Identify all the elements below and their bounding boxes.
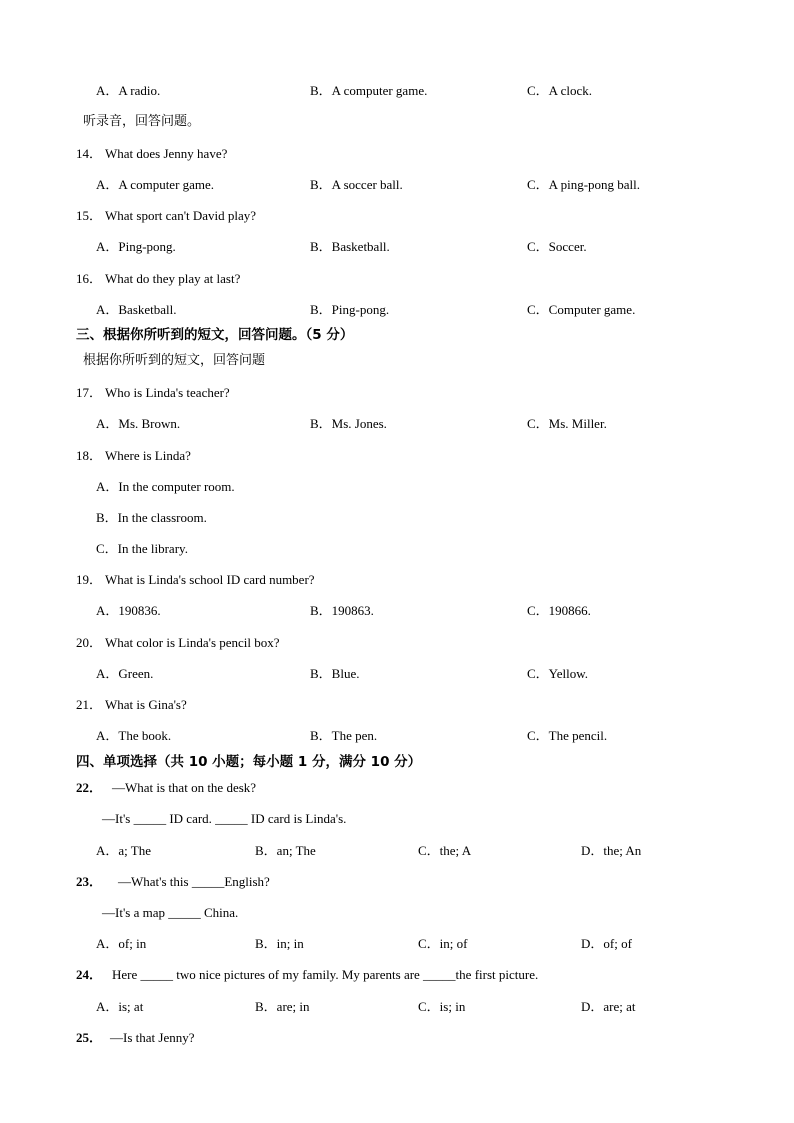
q18-option-a-row — [0, 477, 794, 497]
q14-option-b: B．A soccer ball. — [310, 177, 403, 192]
question-text: —Is that Jenny? — [110, 1030, 195, 1045]
q21-option-a: A．The book. — [96, 728, 172, 743]
q16-options — [0, 300, 794, 320]
question-text: What sport can't David play? — [105, 208, 257, 223]
question-text-line2: —It's a map _____ China. — [102, 905, 239, 920]
q15-options — [0, 237, 794, 257]
question-number: 21． — [76, 697, 103, 712]
q13-option-a: A．A radio. — [96, 83, 161, 98]
q17-option-c: C．Ms. Miller. — [527, 416, 607, 431]
q24-option-d: D．are; at — [581, 999, 636, 1014]
q20-options — [0, 664, 794, 684]
section-4-heading-row — [0, 752, 794, 772]
q24-options — [0, 997, 794, 1017]
q18-option-a: A．In the computer room. — [96, 479, 235, 494]
q15-stem — [0, 206, 794, 226]
q18-option-c: C．In the library. — [96, 541, 188, 556]
q17-option-a: A．Ms. Brown. — [96, 416, 181, 431]
question-number: 16． — [76, 271, 103, 286]
q16-option-a: A．Basketball. — [96, 302, 177, 317]
q22-option-d: D．the; An — [581, 843, 642, 858]
question-number: 18． — [76, 448, 103, 463]
question-text: Here _____ two nice pictures of my family. My parents are _____the first picture. — [112, 967, 539, 982]
q18-option-c-row — [0, 539, 794, 559]
question-text: —What's this _____English? — [118, 874, 270, 889]
question-number: 15． — [76, 208, 103, 223]
q16-option-c: C．Computer game. — [527, 302, 636, 317]
q20-stem — [0, 633, 794, 653]
q24-stem — [0, 965, 794, 985]
question-text-line2: —It's _____ ID card. _____ ID card is Linda's. — [102, 811, 347, 826]
question-number: 24． — [76, 967, 103, 982]
q22-option-c: C．the; A — [418, 843, 472, 858]
q14-stem — [0, 144, 794, 164]
q13-option-c: C．A clock. — [527, 83, 592, 98]
q17-option-b: B．Ms. Jones. — [310, 416, 387, 431]
q18-option-b-row — [0, 508, 794, 528]
q21-option-b: B．The pen. — [310, 728, 378, 743]
q19-option-c: C．190866. — [527, 603, 591, 618]
q24-option-b: B．are; in — [255, 999, 310, 1014]
question-number: 17． — [76, 385, 103, 400]
q19-option-b: B．190863. — [310, 603, 374, 618]
question-number: 25． — [76, 1030, 103, 1045]
q23-options — [0, 934, 794, 954]
q20-option-a: A．Green. — [96, 666, 154, 681]
section-3-title: 三、根据你所听到的短文，回答问题。（5 分） — [76, 327, 354, 343]
q13-option-b: B．A computer game. — [310, 83, 428, 98]
q21-option-c: C．The pencil. — [527, 728, 608, 743]
question-text: What color is Linda's pencil box? — [105, 635, 280, 650]
q19-options — [0, 601, 794, 621]
q23-option-d: D．of; of — [581, 936, 632, 951]
q15-option-c: C．Soccer. — [527, 239, 587, 254]
q16-stem — [0, 269, 794, 289]
q21-stem — [0, 695, 794, 715]
question-text: Where is Linda? — [105, 448, 191, 463]
q20-option-c: C．Yellow. — [527, 666, 589, 681]
q14-options — [0, 175, 794, 195]
question-number: 23． — [76, 874, 103, 889]
q23-stem — [0, 872, 794, 892]
q22-option-b: B．an; The — [255, 843, 316, 858]
question-text: What does Jenny have? — [105, 146, 228, 161]
question-text: What do they play at last? — [105, 271, 241, 286]
section-4-title: 四、单项选择（共 10 小题；每小题 1 分，满分 10 分） — [76, 754, 422, 770]
question-number: 20． — [76, 635, 103, 650]
q23-option-b: B．in; in — [255, 936, 304, 951]
q15-option-b: B．Basketball. — [310, 239, 390, 254]
question-text: What is Gina's? — [105, 697, 187, 712]
question-text: Who is Linda's teacher? — [105, 385, 230, 400]
listen-instruction: 听录音，回答问题。 — [83, 114, 201, 129]
question-text: What is Linda's school ID card number? — [105, 572, 315, 587]
q25-stem — [0, 1028, 794, 1048]
question-number: 14． — [76, 146, 103, 161]
q15-option-a: A．Ping-pong. — [96, 239, 176, 254]
q21-options — [0, 726, 794, 746]
q22-stem — [0, 778, 794, 798]
q22-options — [0, 841, 794, 861]
q20-option-b: B．Blue. — [310, 666, 360, 681]
question-number: 19． — [76, 572, 103, 587]
section-3-instruction: 根据你所听到的短文，回答问题 — [83, 353, 266, 368]
q22-option-a: A．a; The — [96, 843, 151, 858]
q14-option-c: C．A ping-pong ball. — [527, 177, 641, 192]
section-3-heading-row — [0, 325, 794, 345]
q16-option-b: B．Ping-pong. — [310, 302, 390, 317]
q18-option-b: B．In the classroom. — [96, 510, 207, 525]
q23-line2 — [0, 903, 794, 923]
q23-option-a: A．of; in — [96, 936, 147, 951]
question-number: 22． — [76, 780, 103, 795]
section-3-instruction-row — [0, 351, 794, 371]
listen-instruction-row — [0, 112, 794, 132]
q18-stem — [0, 446, 794, 466]
q17-stem — [0, 383, 794, 403]
q13-options — [0, 81, 794, 101]
q23-option-c: C．in; of — [418, 936, 468, 951]
q19-option-a: A．190836. — [96, 603, 161, 618]
q17-options — [0, 414, 794, 434]
q24-option-c: C．is; in — [418, 999, 466, 1014]
q19-stem — [0, 570, 794, 590]
question-text: —What is that on the desk? — [112, 780, 257, 795]
q14-option-a: A．A computer game. — [96, 177, 215, 192]
q22-line2 — [0, 809, 794, 829]
q24-option-a: A．is; at — [96, 999, 144, 1014]
